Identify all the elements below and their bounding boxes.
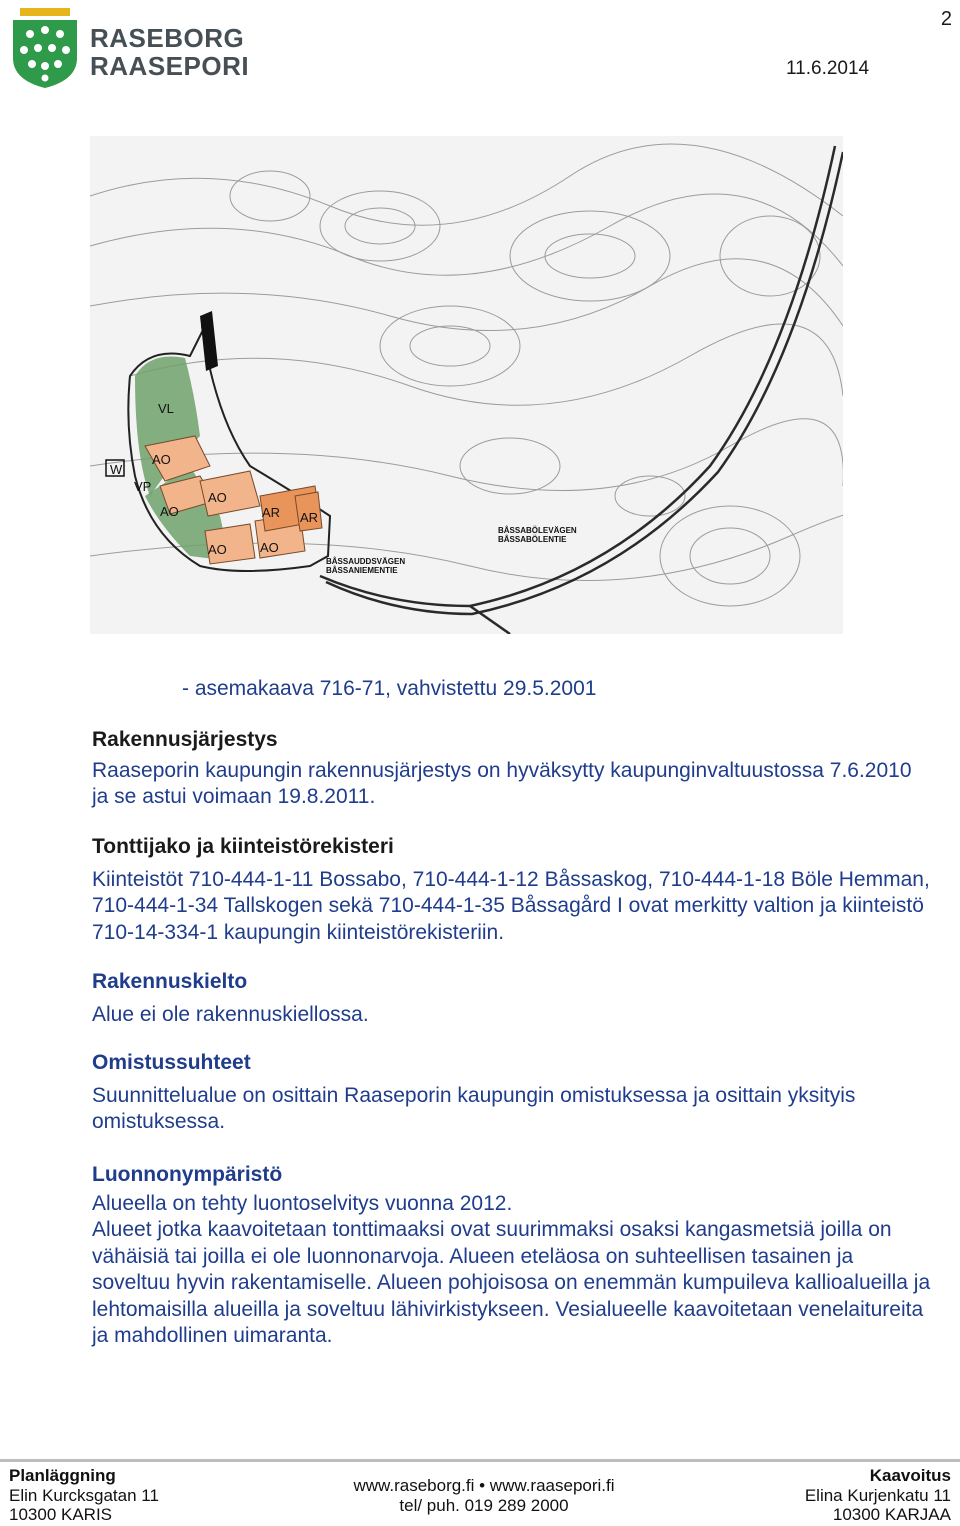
section-heading: Tonttijako ja kiinteistörekisteri [92,835,394,858]
map-label-ao: AO [160,504,179,519]
section-paragraph: Kiinteistöt 710-444-1-11 Bossabo, 710-444-1-12 Båssaskog, 710-444-1-18 Böle Hemman, 710-444-1-34 Tallskogen sekä 710-444-1-35 Båssagård I ovat merkitty valtion ja kiinteistö 710-14-334-1 kaupungin kiinteistörekisteriin. [92,867,930,944]
footer-left-title: Planläggning [9,1466,116,1485]
map-road-label: BÅSSABÖLEVÄGEN [498,526,577,535]
section-paragraph: Suunnittelualue on osittain Raaseporin kaupungin omistuksessa ja osittain yksityis omistuksessa. [92,1083,856,1133]
footer-right [805,1466,951,1525]
section-paragraph: Alueella on tehty luontoselvitys vuonna 2012. [92,1191,513,1215]
map-label-ar: AR [262,505,281,520]
logo-line-1: RASEBORG [90,23,245,53]
footer-middle [350,1476,618,1515]
footer-left-postcode: 10300 KARIS [9,1505,113,1524]
zoning-map [90,136,843,634]
section-paragraph: Raaseporin kaupungin rakennusjärjestys on hyväksytty kaupunginvaltuustossa 7.6.2010 ja se astui voimaan 19.8.2011. [92,758,912,808]
footer-websites[interactable]: www.raseborg.fi • www.raasepori.fi [353,1476,615,1495]
section-heading: Luonnonympäristö [92,1163,283,1186]
footer-right-address: Elina Kurjenkatu 11 [804,1485,951,1505]
section-omistussuhteet [92,1050,932,1136]
section-heading: Omistussuhteet [92,1051,251,1074]
section-paragraph: Alue ei ole rakennuskiellossa. [92,1002,369,1026]
map-label-vl: VL [158,401,174,416]
footer-right-postcode: 10300 KARJAA [832,1505,951,1524]
section-rakennusjarjestys [92,727,932,811]
map-label-ao: AO [208,490,227,505]
section-heading: Rakennusjärjestys [92,728,278,751]
footer-right-title: Kaavoitus [869,1466,951,1485]
map-label-vp: VP [134,479,152,494]
footer-phone: tel/ puh. 019 289 2000 [399,1495,569,1515]
logo-line-2: RAASEPORI [90,51,250,81]
map-road-label: BÅSSAUDDSVÄGEN [326,557,406,566]
section-luonnonymparisto [92,1162,932,1350]
logo-wordmark [90,24,249,80]
section-rakennuskielto [92,969,932,1028]
page-number: 2 [940,8,952,30]
section-tonttijako [92,834,932,946]
map-road-label: BÅSSANIEMENTIE [326,566,398,575]
map-label-ar: AR [300,510,319,525]
footer-left [9,1466,159,1525]
coat-of-arms-icon [10,8,80,90]
map-label-ao: AO [208,542,227,557]
footer-divider [0,1459,960,1462]
footer-left-address: Elin Kurcksgatan 11 [9,1485,159,1505]
section-paragraph: Alueet jotka kaavoitetaan tonttimaaksi ovat suurimmaksi osaksi kangasmetsiä joilla on vähäisiä tai joilla ei ole luonnonarvoja. Alueen eteläosa on suhteellisen tasainen ja soveltuu hyvin rakentamiselle. Alueen pohjoisosa on enemmän kumpuileva kallioalueilla ja lehtomaisilla alueilla ja soveltuu lähivirkistykseen. Vesialueelle kaavoitetaan venelaitureita ja mahdollinen uimaranta. [92,1218,931,1347]
plan-bullet: - asemakaava 716-71, vahvistettu 29.5.2001 [182,677,597,700]
map-label-w: W [110,462,123,477]
city-logo [10,8,250,92]
section-heading: Rakennuskielto [92,970,248,993]
map-label-ao: AO [260,540,279,555]
map-road-label: BÅSSABÖLENTIE [498,535,567,544]
document-date: 11.6.2014 [786,58,870,79]
map-label-ao: AO [152,452,171,467]
